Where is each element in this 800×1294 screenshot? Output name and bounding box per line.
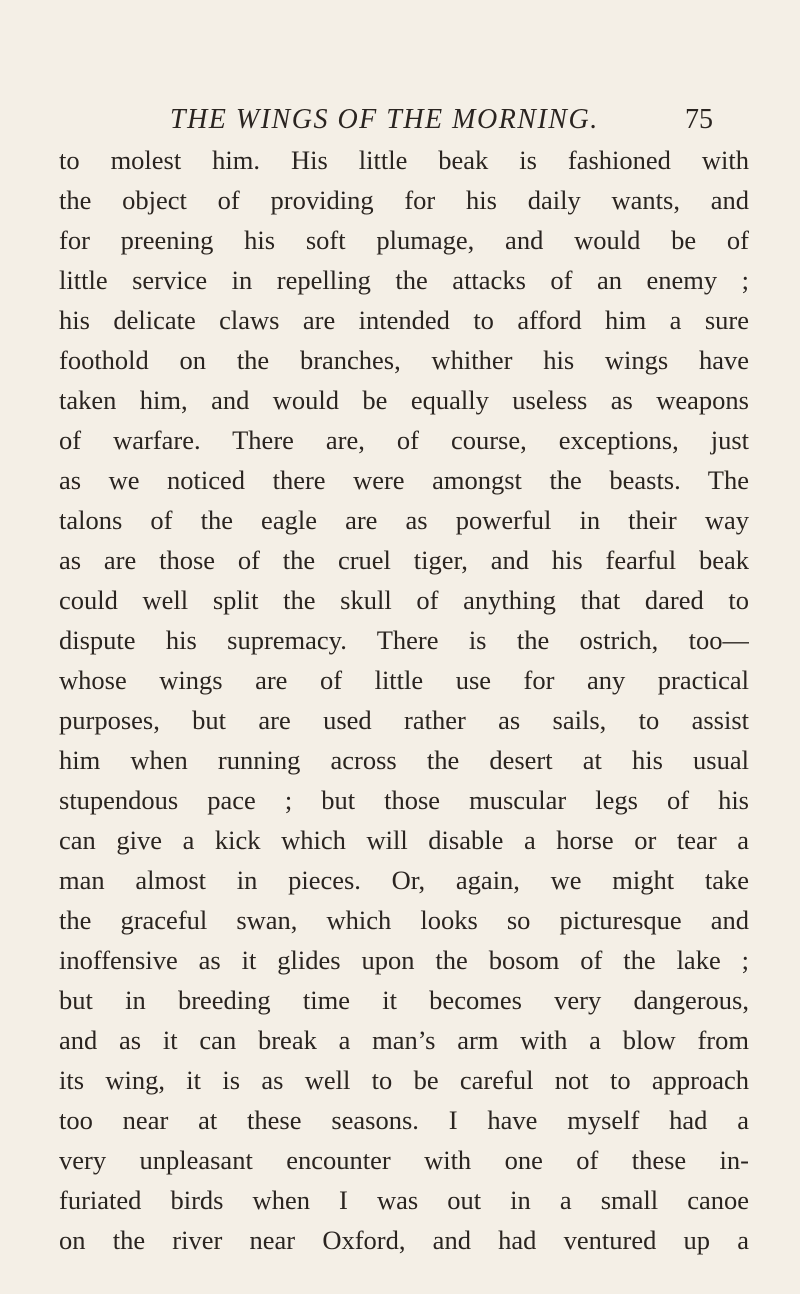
text-line: as we noticed there were amongst the beasts. The bbox=[59, 465, 749, 495]
text-line: as are those of the cruel tiger, and his fearful beak bbox=[59, 545, 749, 575]
body-paragraph bbox=[59, 140, 749, 1260]
text-line: furiated birds when I was out in a small canoe bbox=[59, 1185, 749, 1215]
text-line: little service in repelling the attacks of an enemy ; bbox=[59, 265, 749, 295]
text-line: and as it can break a man’s arm with a blow from bbox=[59, 1025, 749, 1055]
text-line: man almost in pieces. Or, again, we might take bbox=[59, 865, 749, 895]
running-head-title: THE WINGS OF THE MORNING. bbox=[170, 104, 599, 135]
text-line: for preening his soft plumage, and would be of bbox=[59, 225, 749, 255]
text-line: of warfare. There are, of course, exceptions, just bbox=[59, 425, 749, 455]
text-line: but in breeding time it becomes very dangerous, bbox=[59, 985, 749, 1015]
text-line: taken him, and would be equally useless as weapons bbox=[59, 385, 749, 415]
text-line: could well split the skull of anything that dared to bbox=[59, 585, 749, 615]
page-number: 75 bbox=[685, 104, 713, 135]
text-line: his delicate claws are intended to afford him a sure bbox=[59, 305, 749, 335]
text-line: dispute his supremacy. There is the ostrich, too— bbox=[59, 625, 749, 655]
text-line: inoffensive as it glides upon the bosom of the lake ; bbox=[59, 945, 749, 975]
text-line: purposes, but are used rather as sails, to assist bbox=[59, 705, 749, 735]
text-line: to molest him. His little beak is fashioned with bbox=[59, 145, 749, 175]
text-line: foothold on the branches, whither his wings have bbox=[59, 345, 749, 375]
text-line: very unpleasant encounter with one of these in- bbox=[59, 1145, 749, 1175]
text-line: whose wings are of little use for any practical bbox=[59, 665, 749, 695]
text-line: the graceful swan, which looks so picturesque and bbox=[59, 905, 749, 935]
text-line: talons of the eagle are as powerful in their way bbox=[59, 505, 749, 535]
text-line: can give a kick which will disable a horse or tear a bbox=[59, 825, 749, 855]
text-line: on the river near Oxford, and had ventured up a bbox=[59, 1225, 749, 1255]
text-line: too near at these seasons. I have myself had a bbox=[59, 1105, 749, 1135]
text-line: stupendous pace ; but those muscular legs of his bbox=[59, 785, 749, 815]
text-line: him when running across the desert at his usual bbox=[59, 745, 749, 775]
text-line: the object of providing for his daily wants, and bbox=[59, 185, 749, 215]
text-line: its wing, it is as well to be careful not to approach bbox=[59, 1065, 749, 1095]
